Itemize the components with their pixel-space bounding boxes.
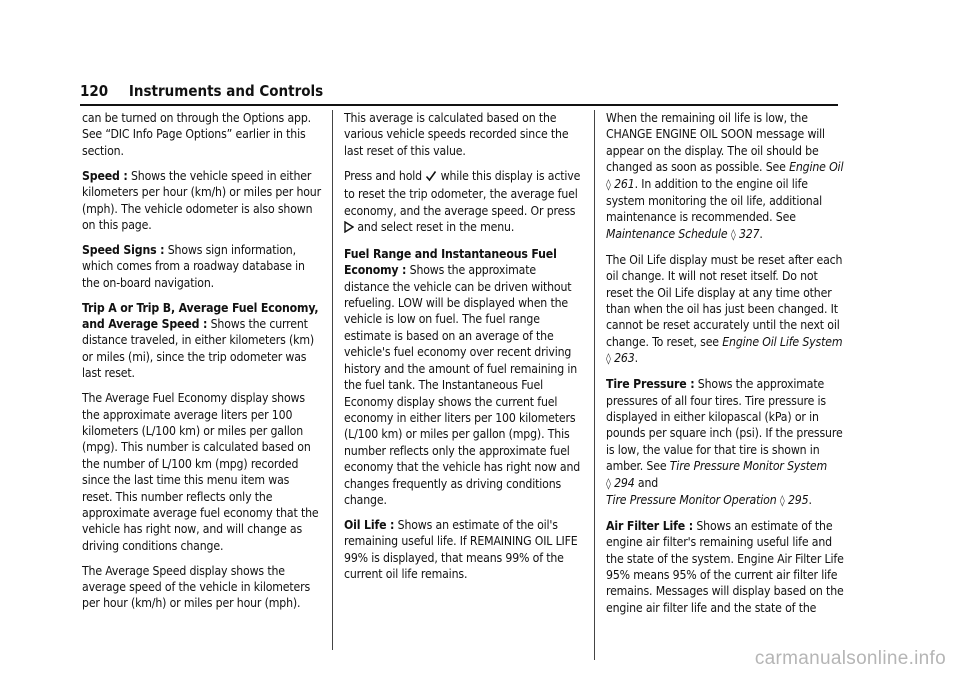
maintenance-schedule-link[interactable]: Maintenance Schedule [606,226,728,241]
page-ref-icon: ◊ [730,227,736,241]
page-number: 120 [80,82,109,100]
watermark: carmanualsonline.info [754,648,946,669]
speed-paragraph [82,168,322,234]
and-word: and [637,475,659,490]
press-hold-text-a: Press and hold [344,168,422,183]
page-ref-icon: ◊ [779,493,785,507]
engine-oil-life-page[interactable]: 263 [614,351,635,366]
tpmo-link[interactable]: Tire Pressure Monitor Operation [606,492,777,507]
speed-signs-text: Shows sign information, which comes from a roadway database in the on-board navigation. [82,242,305,290]
fuel-range-paragraph [344,246,584,509]
air-filter-text: Shows an estimate of the engine air filter's remaining useful life and the state of the system. Engine Air Filter Life 95% means 95% of the current air filter life remains. Messages will display based on the engine air filter life and the state of the [606,518,844,615]
tpms-link[interactable]: Tire Pressure Monitor System [669,459,828,474]
oil-reset-paragraph: The Oil Life display must be reset after each oil change. It will not reset itself. Do not reset the Oil Life display at any time other than when the oil has just been changed. It cannot be reset accurately until the next oil change. To reset, see Engine Oil Life System ◊ 263. [606,252,843,366]
tire-pressure-paragraph: Tire Pressure : Shows the approximate pressures of all four tires. Tire pressure is displayed in either kilopascal (kPa) or in pounds per square inch (psi). If the pressure is low, the value for that tire is shown in amber. See Tire Pressure Monitor System ◊ 294 and Tire Pressure Monitor Operation ◊ 295. [606,377,843,507]
engine-oil-life-link[interactable]: Engine Oil Life System [722,334,843,349]
tpms-page[interactable]: 294 [614,475,635,490]
low-oil-text: When the remaining oil life is low, the CHANGE ENGINE OIL SOON message will appear on the display. The oil should be changed as soon as possible. See [606,111,825,175]
low-oil-paragraph: When the remaining oil life is low, the CHANGE ENGINE OIL SOON message will appear on the display. The oil should be changed as soon as possible. See Engine Oil ◊ 261. In addition to the engine oil life system monitoring the oil life, additional maintenance is recommended. See Maintenance Schedule ◊ 327. [606,111,844,241]
column-1 [82,110,322,620]
play-icon [344,221,354,237]
oil-life-text: Shows an estimate of the oil's remaining useful life. If REMAINING OIL LIFE 99% is displayed, that means 99% of the current oil life remains. [344,517,578,582]
speed-signs-paragraph [82,242,322,291]
engine-oil-page[interactable]: 261 [614,176,635,191]
column-divider [594,110,595,660]
page-ref-icon: ◊ [606,352,611,366]
trip-label: Trip A or Trip B, Average Fuel Economy, and Average Speed : [82,300,319,331]
avg-fuel-paragraph: The Average Fuel Economy display shows the approximate average liters per 100 kilometers (L/100 km) or miles per gallon (mpg). This number is calculated based on the number of L/100 km (mpg) recorded since the last time this menu item was reset. This number reflects only the approximate average fuel economy that the vehicle has right now, and will change as driving conditions change. [82,391,319,553]
avg-calc-paragraph: This average is calculated based on the various vehicle speeds recorded since the last reset of this value. [344,111,569,158]
column-3 [606,110,846,625]
speed-text: Shows the vehicle speed in either kilometers per hour (km/h) or miles per hour (mph). The vehicle odometer is also shown on this page. [82,168,321,232]
section-title: Instruments and Controls [128,82,324,100]
maintenance-schedule-page[interactable]: 327 [738,226,760,241]
fuel-range-label: Fuel Range and Instantaneous Fuel Economy : [344,246,557,278]
tpmo-page[interactable]: 295 [787,492,809,507]
fuel-range-text: Shows the approximate distance the vehicle can be driven without refueling. LOW will be displayed when the vehicle is low on fuel. The fuel range estimate is based on an average of the vehicle's fuel economy over recent driving history and the amount of fuel remaining in the fuel tank. The Instantaneous Fuel Economy display shows the current fuel economy in either liters per 100 kilometers (L/100 km) or miles per gallon (mpg). This number reflects only the approximate fuel economy that the vehicle has right now and changes frequently as driving conditions change. [344,263,581,507]
speed-label: Speed : [82,168,128,183]
press-hold-text-b: while this display is active to reset the trip odometer, the average fuel economy, and the average speed. Or press [344,168,581,218]
page-header [80,80,838,106]
page-ref-icon: ◊ [606,476,611,490]
oil-reset-text: The Oil Life display must be reset after each oil change. It will not reset itself. Do not reset the Oil Life display at any time other than when the oil has just been changed. It cannot be reset accurately until the next oil change. To reset, see [606,252,843,349]
avg-speed-paragraph: The Average Speed display shows the average speed of the vehicle in kilometers per hour (km/h) or miles per hour (mph). [82,563,311,611]
speed-signs-label: Speed Signs : [82,242,165,257]
trip-paragraph [82,300,322,382]
check-icon [425,170,437,186]
air-filter-paragraph [606,518,846,616]
oil-life-paragraph [344,517,584,583]
column-2 [344,110,584,591]
engine-oil-link[interactable]: Engine Oil [789,160,844,175]
press-hold-text-c: and select reset in the menu. [357,219,515,234]
low-oil-text-b: . In addition to the engine oil life system monitoring the oil life, additional maintenance is recommended. See [606,176,823,225]
intro-paragraph: can be turned on through the Options app. See “DIC Info Page Options” earlier in this section. [82,111,311,158]
press-hold-paragraph [344,168,584,238]
trip-text: Shows the current distance traveled, in either kilometers (km) or miles (mi), since the trip odometer was last reset. [82,316,314,381]
air-filter-label: Air Filter Life : [606,518,693,533]
tire-pressure-text: Shows the approximate pressures of all four tires. Tire pressure is displayed in either kilopascal (kPa) or in pounds per square inch (psi). If the pressure is low, the value for that tire is shown in amber. See [606,377,843,474]
page-ref-icon: ◊ [606,177,611,191]
column-divider [332,110,333,650]
tire-pressure-label: Tire Pressure : [606,377,695,392]
oil-life-label: Oil Life : [344,517,395,532]
